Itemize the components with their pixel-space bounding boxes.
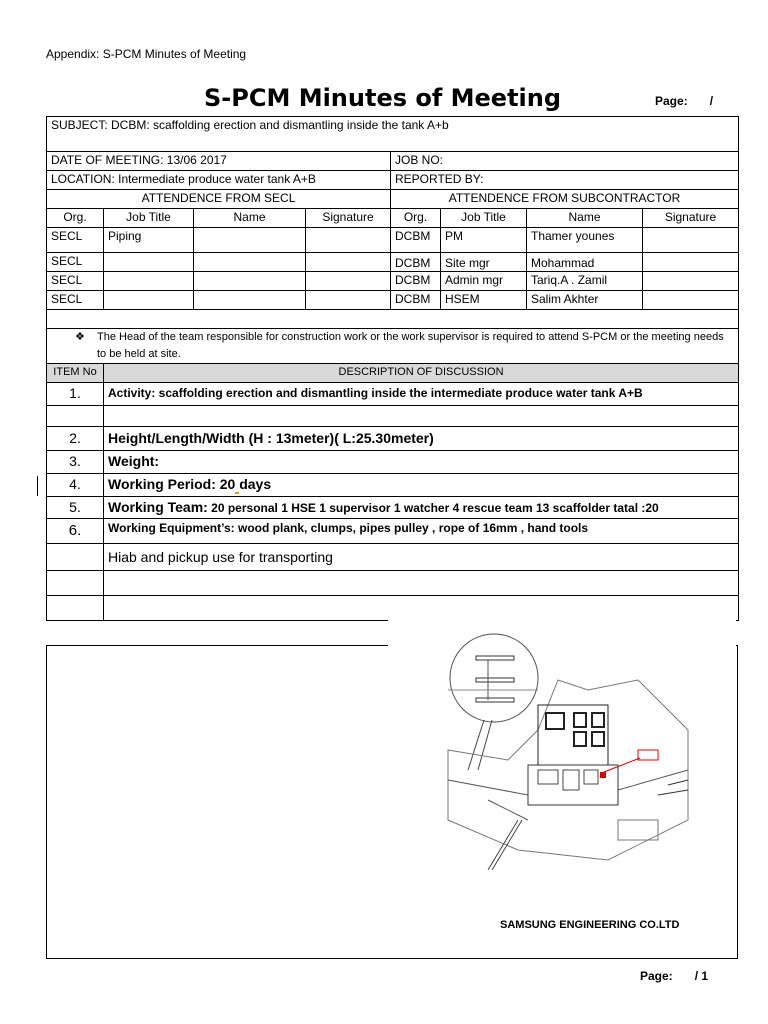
date-of-meeting: DATE OF MEETING: 13/06 2017 [47,152,391,171]
col-header: Signature [643,209,739,228]
item-text: Weight: [104,451,739,474]
working-period-label: Working Period: 20 [108,476,236,492]
item-number: 1. [47,383,104,406]
col-header: Org. [391,209,441,228]
attendee-job [104,253,194,272]
page-number: / 1 [694,969,709,983]
sub-attendee-signature [643,272,739,291]
sub-attendee-org: DCBM [391,253,441,272]
empty-cell [47,596,104,621]
empty-cell [47,571,104,596]
note-cell [47,329,739,364]
reported-by: REPORTED BY: [391,171,739,190]
page-label: Page: [640,969,673,983]
sub-attendee-job: HSEM [441,291,527,310]
description-header: DESCRIPTION OF DISCUSSION [104,364,739,383]
extra-line: Hiab and pickup use for transporting [104,544,739,571]
note-bullet-icon: ❖ [75,331,85,343]
empty-cell [104,596,739,621]
attendee-org: SECL [47,272,104,291]
col-header: Job Title [104,209,194,228]
col-header: Name [194,209,306,228]
attendee-name [194,228,306,253]
page-indicator-bottom [640,969,708,983]
page-number: / [709,94,714,108]
subject-cell: SUBJECT: DCBM: scaffolding erection and dismantling inside the tank A+b [47,117,739,152]
working-period-unit: days [239,476,272,492]
empty-cell [104,571,739,596]
attendee-name [194,253,306,272]
site-plan-drawing [388,620,736,890]
sub-attendee-signature [643,291,739,310]
sub-attendee-org: DCBM [391,228,441,253]
sub-attendee-job: Admin mgr [441,272,527,291]
attendance-secl-header: ATTENDENCE FROM SECL [47,190,391,209]
attendee-org: SECL [47,253,104,272]
sub-attendee-org: DCBM [391,291,441,310]
col-header: Org. [47,209,104,228]
attendee-org: SECL [47,228,104,253]
attendee-org: SECL [47,291,104,310]
minutes-table [46,116,739,621]
item-number: 4. [47,474,104,497]
attendee-job [104,272,194,291]
spacer-row [47,310,739,329]
empty-cell [47,544,104,571]
item-number: 3. [47,451,104,474]
item-number: 5. [47,497,104,519]
attendee-name [194,272,306,291]
item-text: Height/Length/Width (H : 13meter)( L:25.30meter) [104,427,739,451]
attendee-signature [306,291,391,310]
attendee-signature [306,228,391,253]
item-no-header: ITEM No [47,364,104,383]
job-no: JOB NO: [391,152,739,171]
sub-attendee-name: Salim Akhter [527,291,643,310]
col-header: Job Title [441,209,527,228]
item-text [104,474,739,497]
attendee-job: Piping [104,228,194,253]
empty-cell [104,406,739,427]
working-team-label: Working Team: [108,499,208,515]
location: LOCATION: Intermediate produce water tank A+B [47,171,391,190]
sub-attendee-name: Thamer younes [527,228,643,253]
col-header: Signature [306,209,391,228]
sub-attendee-job: PM [441,228,527,253]
note-text: The Head of the team responsible for construction work or the work supervisor is required to attend S-PCM or the meeting needs to be held at site. [97,331,724,360]
site-map-image [388,620,736,890]
attendance-sub-header: ATTENDENCE FROM SUBCONTRACTOR [391,190,739,209]
page-label: Page: [655,94,688,108]
attendee-name [194,291,306,310]
document-title: S-PCM Minutes of Meeting [204,84,562,112]
text-cursor [37,476,38,496]
attendee-signature [306,272,391,291]
sub-attendee-job: Site mgr [441,253,527,272]
empty-cell [47,406,104,427]
company-name: SAMSUNG ENGINEERING CO.LTD [500,919,680,931]
sub-attendee-name: Tariq.A . Zamil [527,272,643,291]
item-number: 2. [47,427,104,451]
attendee-job [104,291,194,310]
sub-attendee-name: Mohammad [527,253,643,272]
sub-attendee-signature [643,228,739,253]
working-team-text: 20 personal 1 HSE 1 supervisor 1 watcher 4 rescue team 13 scaffolder tatal :20 [207,501,659,515]
sub-attendee-signature [643,253,739,272]
col-header: Name [527,209,643,228]
attendee-signature [306,253,391,272]
page-indicator-top [655,94,713,108]
item-text [104,497,739,519]
item-text: Activity: scaffolding erection and dismantling inside the intermediate produce water tank A+B [104,383,739,406]
appendix-label: Appendix: S-PCM Minutes of Meeting [46,47,247,61]
item-text: Working Equipment’s: wood plank, clumps, pipes pulley , rope of 16mm , hand tools [104,519,739,544]
sub-attendee-org: DCBM [391,272,441,291]
item-number: 6. [47,519,104,544]
